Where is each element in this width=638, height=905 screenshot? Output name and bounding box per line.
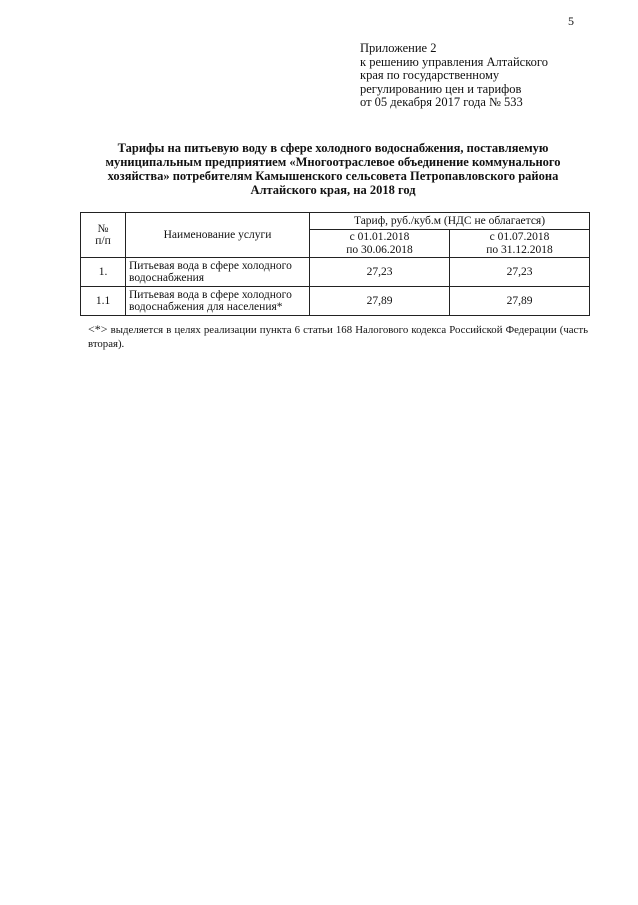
- row-value-period-1: 27,89: [310, 287, 450, 316]
- appendix-line: к решению управления Алтайского: [360, 54, 548, 69]
- period-1-end: по 30.06.2018: [346, 243, 413, 256]
- tariff-table: [80, 212, 590, 316]
- header-period-2: [450, 230, 590, 258]
- header-number-line1: №: [97, 222, 109, 235]
- appendix-block: [360, 42, 548, 110]
- table-row: [81, 287, 590, 316]
- footnote-text: выделяется в целях реализации пункта 6 статьи 168 Налогового кодекса Российской Федерации (часть вторая).: [88, 324, 588, 350]
- row-service-name: [126, 287, 310, 316]
- header-number-line2: п/п: [95, 235, 111, 247]
- row-service-name-line: Питьевая вода в сфере холодного: [129, 259, 292, 272]
- header-tariff: Тариф, руб./куб.м (НДС не облагается): [310, 213, 590, 230]
- title-line: хозяйства» потребителям Камышенского сельсовета Петропавловского района: [107, 169, 559, 183]
- footnote: [88, 322, 588, 351]
- row-service-name-line: Питьевая вода в сфере холодного: [129, 288, 292, 301]
- row-service-name-line: водоснабжения: [129, 272, 205, 284]
- row-number: 1.: [81, 258, 126, 287]
- footnote-marker: <*>: [88, 322, 108, 336]
- row-value-period-2: 27,89: [450, 287, 590, 316]
- appendix-line: Приложение 2: [360, 41, 437, 55]
- table-header-row: [81, 213, 590, 230]
- title-line: Алтайского края, на 2018 год: [250, 183, 416, 197]
- title-line: Тарифы на питьевую воду в сфере холодного водоснабжения, поставляемую: [117, 141, 549, 155]
- header-service: Наименование услуги: [126, 213, 310, 258]
- row-service-name: [126, 258, 310, 287]
- header-number: [81, 213, 126, 258]
- appendix-line: края по государственному: [360, 68, 500, 82]
- row-number: 1.1: [81, 287, 126, 316]
- period-2-end: по 31.12.2018: [486, 243, 553, 256]
- table-row: [81, 258, 590, 287]
- page-number: 5: [568, 14, 574, 28]
- header-period-1: [310, 230, 450, 258]
- appendix-line: регулированию цен и тарифов: [360, 81, 522, 96]
- row-service-name-line: водоснабжения для населения*: [129, 301, 283, 313]
- period-1-start: с 01.01.2018: [349, 231, 410, 243]
- document-title: [78, 141, 588, 197]
- period-2-start: с 01.07.2018: [489, 231, 550, 243]
- title-line: муниципальным предприятием «Многоотраслевое объединение коммунального: [105, 155, 561, 169]
- appendix-line: от 05 декабря 2017 года № 533: [360, 95, 523, 109]
- row-value-period-2: 27,23: [450, 258, 590, 287]
- row-value-period-1: 27,23: [310, 258, 450, 287]
